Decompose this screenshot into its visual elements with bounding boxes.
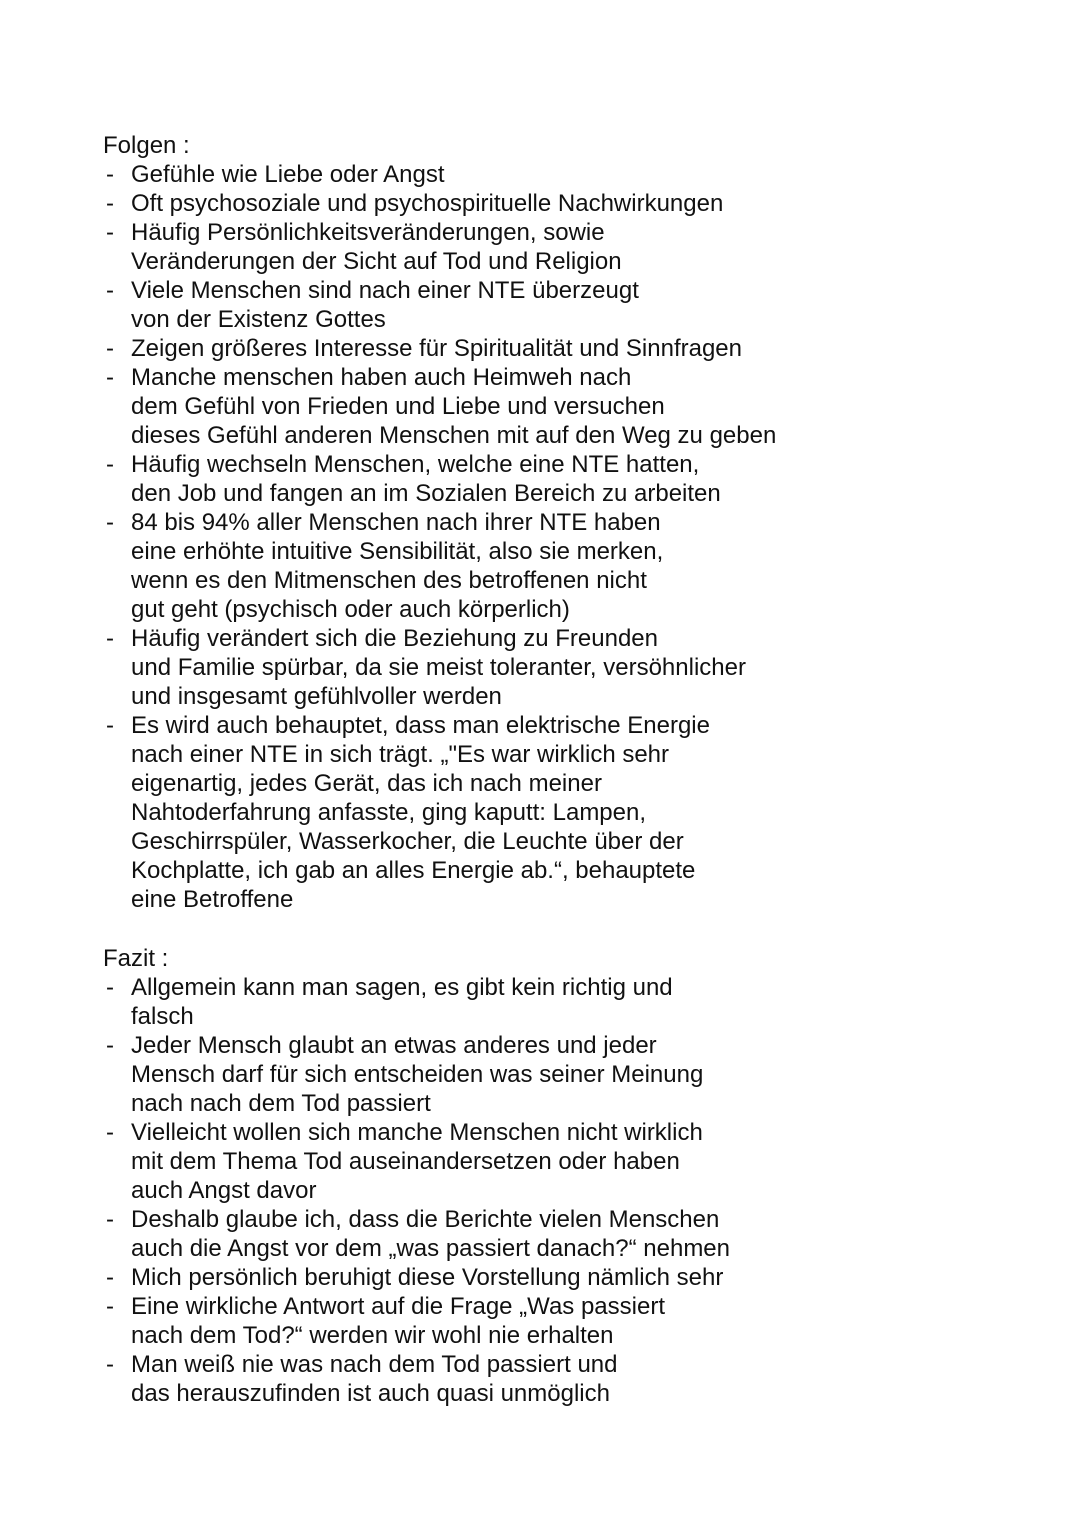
list-item: [103, 973, 1043, 1031]
bullet-dash: -: [106, 451, 114, 478]
text-line: nach einer NTE in sich trägt. „"Es war wirklich sehr: [131, 741, 670, 768]
bullet-dash: -: [106, 1351, 114, 1378]
section-heading-folgen: Folgen :: [103, 132, 190, 159]
text-line: Es wird auch behauptet, dass man elektrische Energie: [131, 712, 710, 739]
bullet-dash: -: [106, 1293, 114, 1320]
text-line: das herauszufinden ist auch quasi unmöglich: [131, 1380, 610, 1407]
text-line: Geschirrspüler, Wasserkocher, die Leuchte über der: [131, 828, 684, 855]
text-line: Vielleicht wollen sich manche Menschen nicht wirklich: [131, 1119, 703, 1146]
list-item: [103, 1263, 1043, 1292]
bullet-list-folgen: [103, 160, 1043, 914]
list-item: [103, 334, 1043, 363]
bullet-dash: -: [106, 712, 114, 739]
text-line: nach dem Tod?“ werden wir wohl nie erhalten: [131, 1322, 614, 1349]
list-item: [103, 189, 1043, 218]
list-item: [103, 711, 1043, 914]
list-item: [103, 1292, 1043, 1350]
list-item: [103, 160, 1043, 189]
list-item: [103, 363, 1043, 450]
text-line: auch Angst davor: [131, 1177, 317, 1204]
bullet-dash: -: [106, 1264, 114, 1291]
list-item: [103, 1031, 1043, 1118]
list-item: [103, 624, 1043, 711]
text-line: Häufig verändert sich die Beziehung zu Freunden: [131, 625, 658, 652]
bullet-dash: -: [106, 335, 114, 362]
text-line: Jeder Mensch glaubt an etwas anderes und jeder: [131, 1032, 657, 1059]
text-line: Kochplatte, ich gab an alles Energie ab.“, behauptete: [131, 857, 696, 884]
text-line: den Job und fangen an im Sozialen Bereich zu arbeiten: [131, 480, 721, 507]
list-item: [103, 450, 1043, 508]
text-line: wenn es den Mitmenschen des betroffenen nicht: [131, 567, 647, 594]
bullet-dash: -: [106, 161, 114, 188]
bullet-dash: -: [106, 219, 114, 246]
text-line: auch die Angst vor dem „was passiert danach?“ nehmen: [131, 1235, 731, 1262]
section-fazit: [103, 944, 1043, 1408]
list-item: [103, 218, 1043, 276]
text-line: Häufig Persönlichkeitsveränderungen, sowie: [131, 219, 605, 246]
text-line: falsch: [131, 1003, 194, 1030]
bullet-dash: -: [106, 974, 114, 1001]
text-line: Allgemein kann man sagen, es gibt kein richtig und: [131, 974, 673, 1001]
text-line: von der Existenz Gottes: [131, 306, 386, 333]
bullet-dash: -: [106, 190, 114, 217]
text-line: eine Betroffene: [131, 886, 294, 913]
text-line: 84 bis 94% aller Menschen nach ihrer NTE haben: [131, 509, 661, 536]
text-line: Viele Menschen sind nach einer NTE überzeugt: [131, 277, 639, 304]
bullet-dash: -: [106, 625, 114, 652]
text-line: Eine wirkliche Antwort auf die Frage „Was passiert: [131, 1293, 665, 1320]
bullet-list-fazit: [103, 973, 1043, 1408]
text-line: nach nach dem Tod passiert: [131, 1090, 431, 1117]
text-line: Manche menschen haben auch Heimweh nach: [131, 364, 632, 391]
text-line: und insgesamt gefühlvoller werden: [131, 683, 502, 710]
text-line: Mich persönlich beruhigt diese Vorstellung nämlich sehr: [131, 1264, 724, 1291]
section-folgen: [103, 131, 1043, 914]
text-line: Oft psychosoziale und psychospirituelle Nachwirkungen: [131, 190, 724, 217]
bullet-dash: -: [106, 509, 114, 536]
bullet-dash: -: [106, 1032, 114, 1059]
text-line: Veränderungen der Sicht auf Tod und Religion: [131, 248, 622, 275]
list-item: [103, 508, 1043, 624]
text-line: und Familie spürbar, da sie meist toleranter, versöhnlicher: [131, 654, 746, 681]
list-item: [103, 1205, 1043, 1263]
text-line: eine erhöhte intuitive Sensibilität, also sie merken,: [131, 538, 664, 565]
text-line: Man weiß nie was nach dem Tod passiert und: [131, 1351, 618, 1378]
section-heading-fazit: Fazit :: [103, 945, 169, 972]
bullet-dash: -: [106, 277, 114, 304]
list-item: [103, 1350, 1043, 1408]
bullet-dash: -: [106, 1119, 114, 1146]
bullet-dash: -: [106, 364, 114, 391]
text-line: Nahtoderfahrung anfasste, ging kaputt: Lampen,: [131, 799, 647, 826]
text-line: dieses Gefühl anderen Menschen mit auf den Weg zu geben: [131, 422, 777, 449]
text-line: dem Gefühl von Frieden und Liebe und versuchen: [131, 393, 665, 420]
list-item: [103, 1118, 1043, 1205]
text-line: Mensch darf für sich entscheiden was seiner Meinung: [131, 1061, 704, 1088]
text-line: Häufig wechseln Menschen, welche eine NTE hatten,: [131, 451, 700, 478]
list-item: [103, 276, 1043, 334]
text-line: eigenartig, jedes Gerät, das ich nach meiner: [131, 770, 602, 797]
bullet-dash: -: [106, 1206, 114, 1233]
text-line: Gefühle wie Liebe oder Angst: [131, 161, 445, 188]
text-line: gut geht (psychisch oder auch körperlich): [131, 596, 570, 623]
text-line: Zeigen größeres Interesse für Spiritualität und Sinnfragen: [131, 335, 743, 362]
text-line: mit dem Thema Tod auseinandersetzen oder haben: [131, 1148, 680, 1175]
text-line: Deshalb glaube ich, dass die Berichte vielen Menschen: [131, 1206, 720, 1233]
